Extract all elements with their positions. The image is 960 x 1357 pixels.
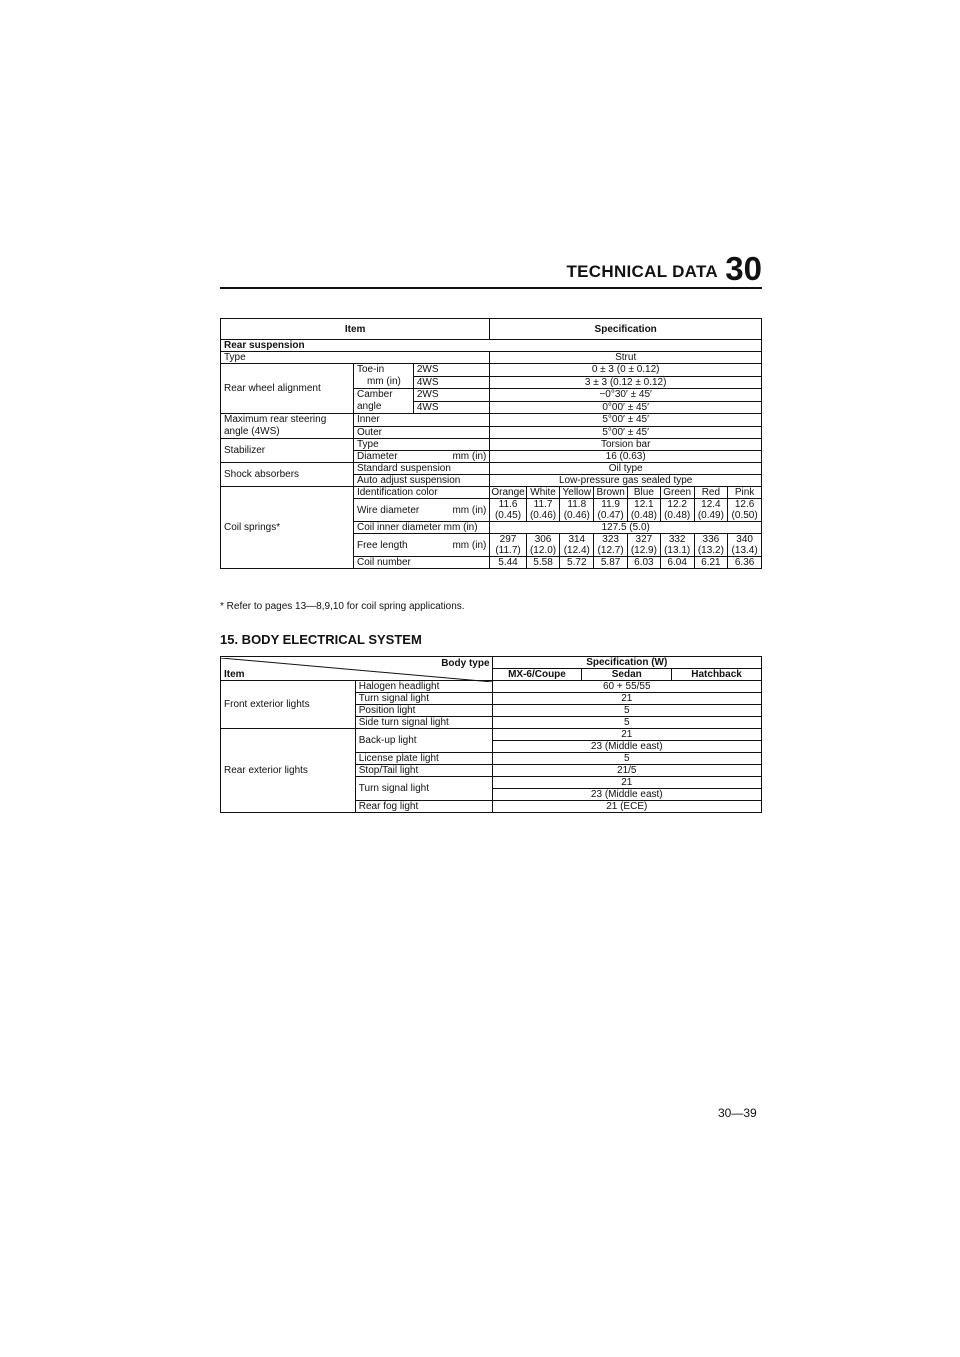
table-row: Rear wheel alignment Toe-in mm (in) 2WS 0 ± 3 (0 ± 0.12) <box>221 364 762 377</box>
table-row: 4WS 3 ± 3 (0.12 ± 0.12) <box>221 376 762 389</box>
table-row: 4WS 0°00′ ± 45′ <box>221 401 762 414</box>
table-header-row <box>221 657 762 669</box>
body-electrical-table <box>220 656 762 813</box>
table-row: Diameter mm (in) 16 (0.63) <box>221 451 762 463</box>
table-row: Coil springs* Identification color Orange White Yellow Brown Blue Green Red Pink <box>221 487 762 499</box>
table-row: Auto adjust suspension Low-pressure gas sealed type <box>221 475 762 487</box>
page-header <box>220 252 762 288</box>
table-row: Wire diameter mm (in) 11.6 (0.45) 11.7 (0.46) 11.8 (0.46) 11.9 (0.47) 12.1 (0.48) 12.2 (0.48) 12.4 (0.49) 12.6 (0.50) <box>221 499 762 522</box>
page-number: 30—39 <box>718 1106 757 1120</box>
coil-springs-label: Coil springs* <box>221 487 354 569</box>
table-row: Outer 5°00′ ± 45′ <box>221 426 762 439</box>
col-sedan: Sedan <box>582 669 672 681</box>
table-row: Stabilizer Type Torsion bar <box>221 439 762 451</box>
section-rear-suspension: Rear suspension <box>221 340 762 352</box>
table-row: Stop/Tail light 21/5 <box>221 765 762 777</box>
body-type-label: Body type <box>441 657 490 669</box>
table-row: Turn signal light 21 <box>221 777 762 789</box>
header-diagonal-cell <box>221 658 492 680</box>
rear-suspension-table <box>220 318 762 569</box>
table-row: Coil number 5.44 5.58 5.72 5.87 6.03 6.04 6.21 6.36 <box>221 557 762 569</box>
rear-wheel-alignment-label: Rear wheel alignment <box>221 364 354 414</box>
header-rule <box>220 287 762 289</box>
table-row: Shock absorbers Standard suspension Oil type <box>221 463 762 475</box>
item-label: Item <box>224 668 245 680</box>
section-row <box>221 340 762 352</box>
col-hatchback: Hatchback <box>672 669 762 681</box>
header-title: TECHNICAL DATA <box>566 262 718 281</box>
footnote: * Refer to pages 13—8,9,10 for coil spring applications. <box>220 601 465 612</box>
table-header-row <box>221 319 762 340</box>
table-row: 23 (Middle east) <box>221 741 762 753</box>
table-row: Rear exterior lights Back-up light 21 <box>221 729 762 741</box>
table-row: 23 (Middle east) <box>221 789 762 801</box>
table-row: Turn signal light 21 <box>221 693 762 705</box>
col-mx6: MX-6/Coupe <box>492 669 582 681</box>
section-title: 15. BODY ELECTRICAL SYSTEM <box>220 632 422 647</box>
table-row: Front exterior lights Halogen headlight 60 + 55/55 <box>221 681 762 693</box>
col-spec: Specification <box>490 319 762 340</box>
col-item: Item <box>221 319 490 340</box>
table-row: Position light 5 <box>221 705 762 717</box>
table-row: Side turn signal light 5 <box>221 717 762 729</box>
table-row: Free length mm (in) 297 (11.7) 306 (12.0) 314 (12.4) 323 (12.7) 327 (12.9) 332 (13.1) 336 (13.2) 340 (13.4) <box>221 534 762 557</box>
table-row: Rear fog light 21 (ECE) <box>221 801 762 813</box>
spec-header: Specification (W) <box>492 657 761 669</box>
table-row: Type Strut <box>221 352 762 364</box>
table-row: Coil inner diameter mm (in) 127.5 (5.0) <box>221 522 762 534</box>
table-row: License plate light 5 <box>221 753 762 765</box>
table-row: Camber angle 2WS −0°30′ ± 45′ <box>221 389 762 402</box>
chapter-number: 30 <box>725 250 762 287</box>
table-row: Maximum rear steering angle (4WS) Inner 5°00′ ± 45′ <box>221 414 762 427</box>
